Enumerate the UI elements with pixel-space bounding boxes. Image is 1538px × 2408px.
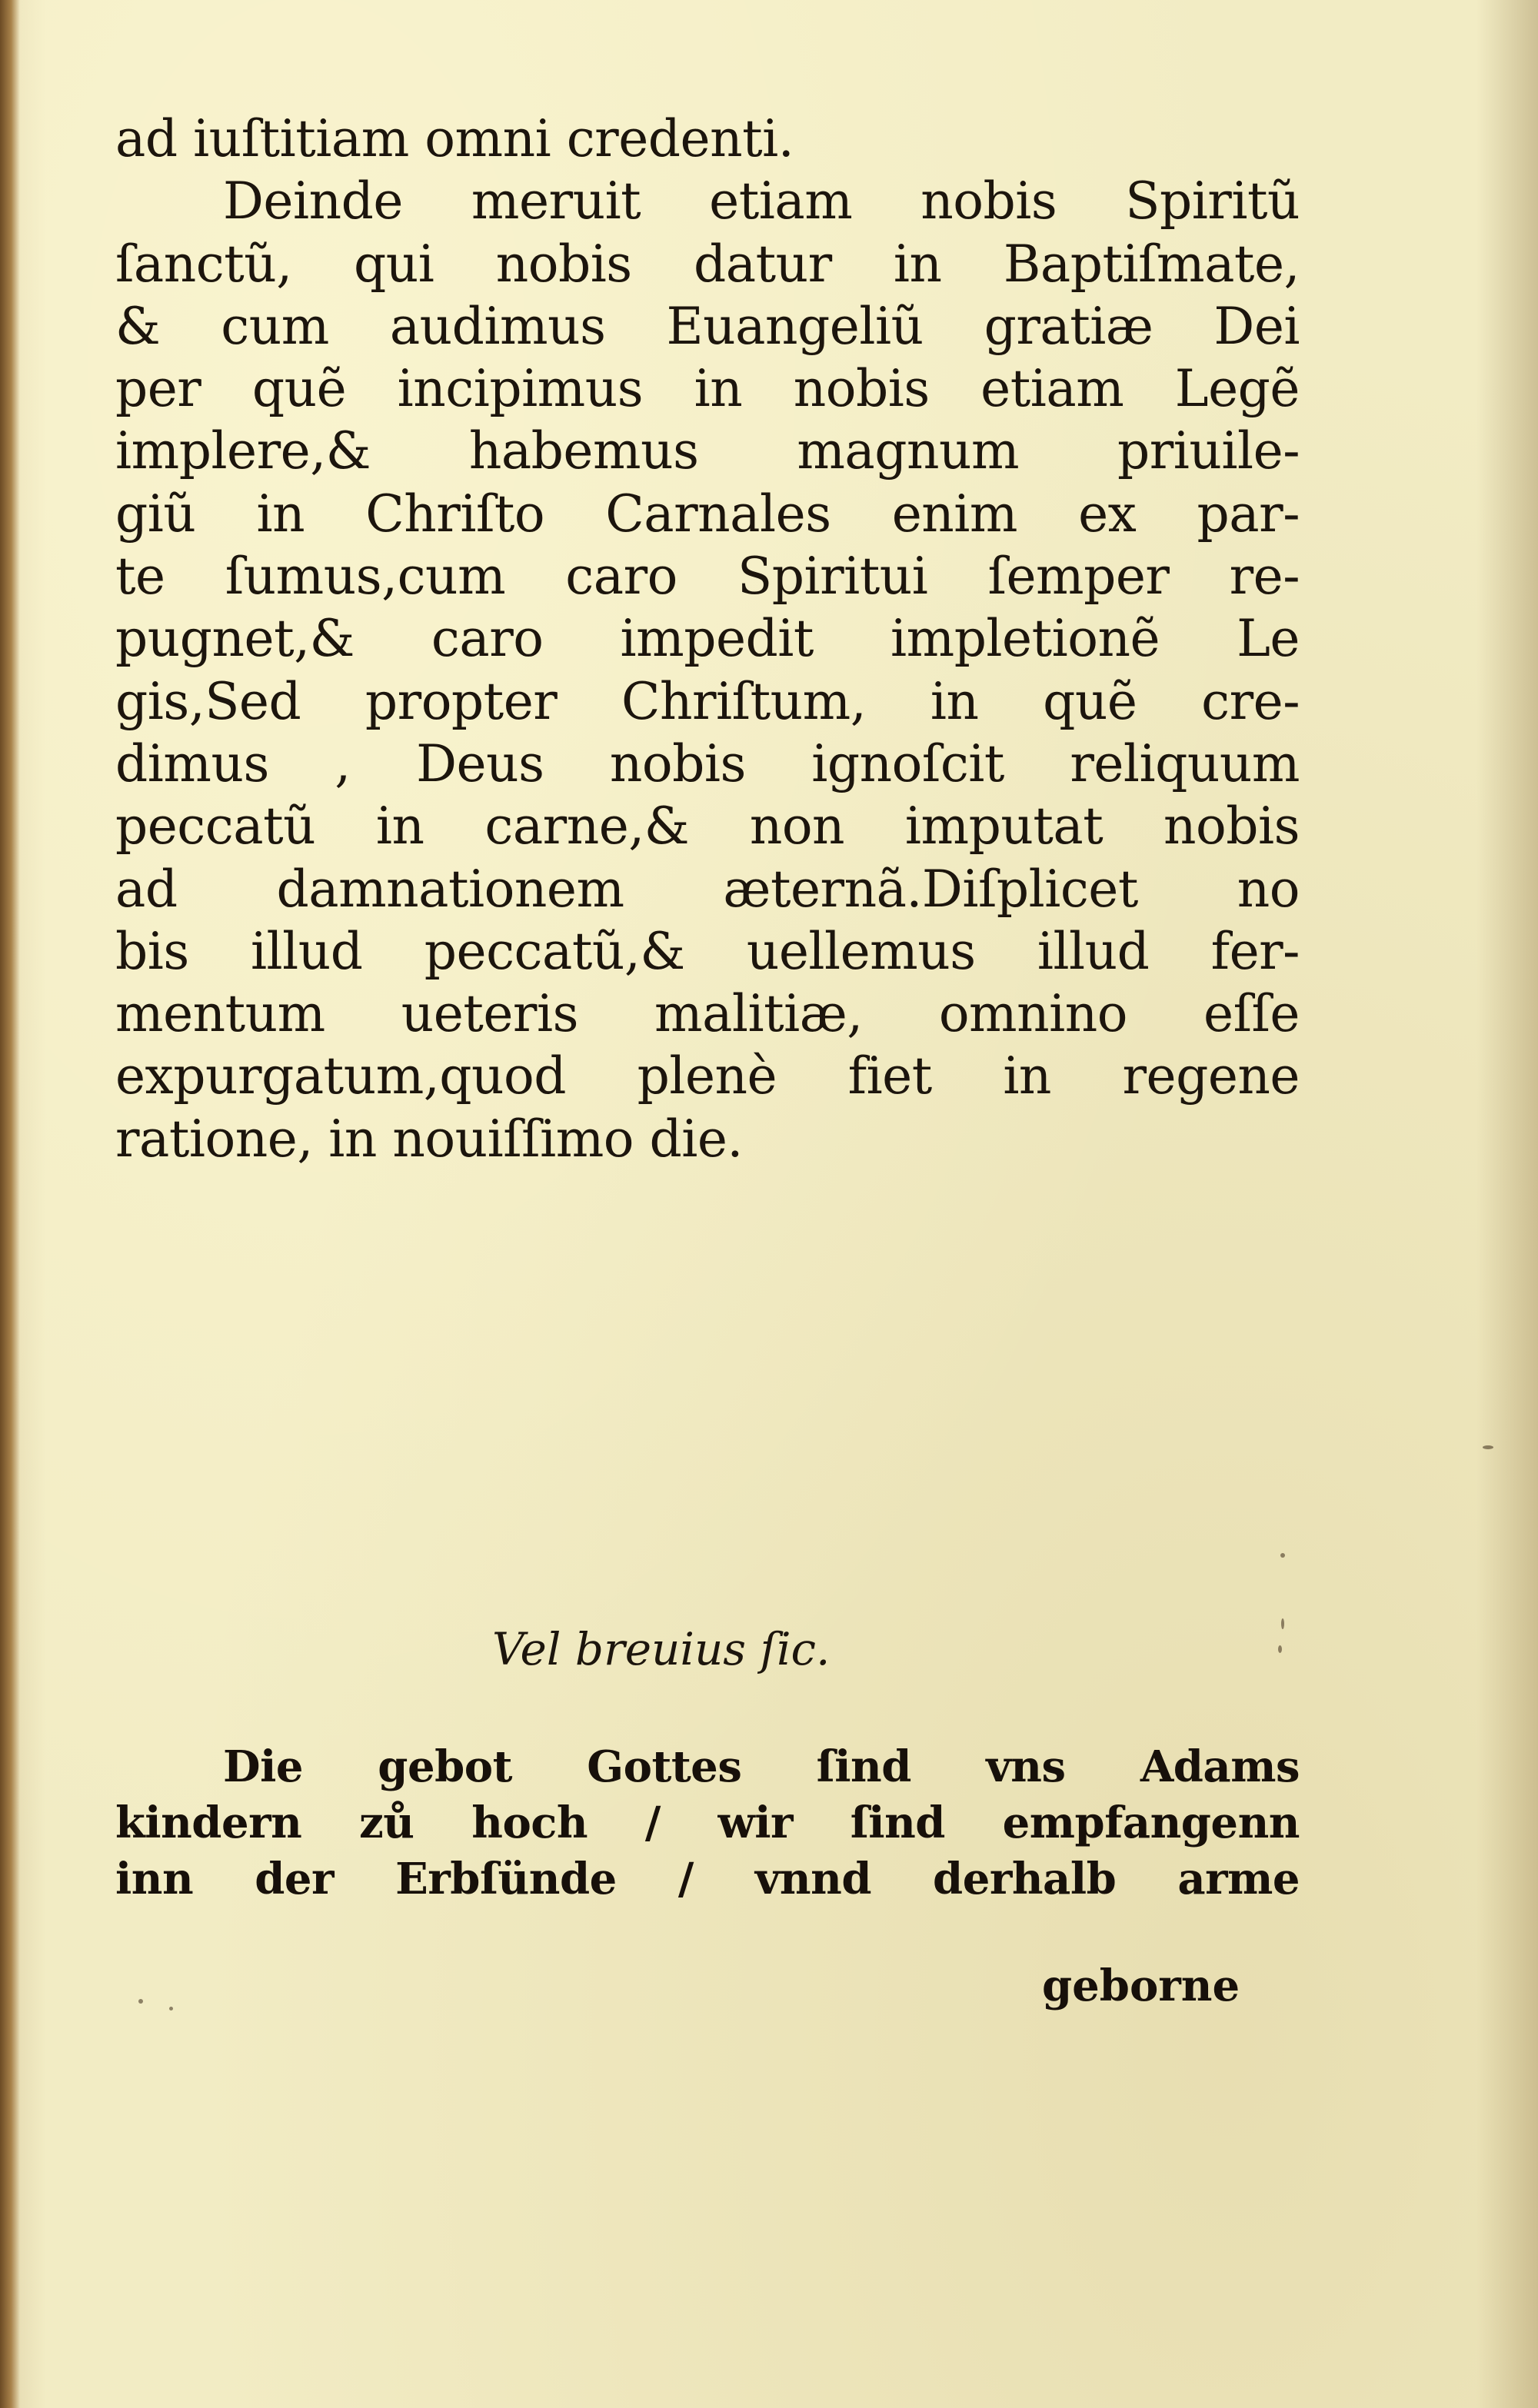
latin-line-16: expurgatum,quod plenè fiet in regene [115,1046,1300,1106]
catchword: geborne [1042,1961,1240,2011]
latin-line-1: ad iuſtitiam omni credenti. [115,109,794,168]
subheading: Vel breuius ſic. [492,1623,831,1675]
latin-line-13: ad damnationem æternã.Diſplicet no [115,859,1300,919]
german-line-1: Die gebot Gottes ſind vns Adams [223,1741,1300,1792]
paper-speck [138,1999,143,2004]
paper-speck [1483,1445,1493,1449]
latin-line-15: mentum ueteris malitiæ, omnino eſſe [115,984,1300,1044]
paper-speck [1280,1553,1285,1558]
latin-line-11: dimus , Deus nobis ignoſcit reliquum [115,733,1300,793]
page-binding-edge [0,0,20,2408]
latin-text-block [115,108,1300,1170]
paper-speck [169,2007,173,2011]
latin-line-4: & cum audimus Euangeliũ gratiæ Dei [115,296,1300,356]
latin-line-2: Deinde meruit etiam nobis Spiritũ [223,171,1300,231]
latin-line-6: implere,& habemus magnum priuile- [115,421,1300,481]
latin-line-5: per quẽ incipimus in nobis etiam Legẽ [115,359,1300,419]
latin-line-9: pugnet,& caro impedit impletionẽ Le [115,609,1300,669]
latin-line-17: ratione, in nouiſſimo die. [115,1109,743,1169]
paper-speck [1278,1645,1282,1653]
paper-speck [1281,1618,1284,1629]
latin-line-3: ſanctũ, qui nobis datur in Baptiſmate, [115,234,1300,294]
latin-line-8: te ſumus,cum caro Spiritui ſemper re- [115,547,1300,607]
latin-line-7: giũ in Chriſto Carnales enim ex par- [115,484,1300,544]
latin-line-14: bis illud peccatũ,& uellemus illud fer- [115,921,1300,981]
latin-line-10: gis,Sed propter Chriſtum, in quẽ cre- [115,671,1300,731]
german-text-block [115,1739,1300,1907]
latin-line-12: peccatũ in carne,& non imputat nobis [115,797,1300,856]
german-line-3: inn der Erbſünde / vnnd derhalb arme [115,1854,1300,1904]
german-line-2: kindern zů hoch / wir ſind empfangenn [115,1798,1300,1848]
